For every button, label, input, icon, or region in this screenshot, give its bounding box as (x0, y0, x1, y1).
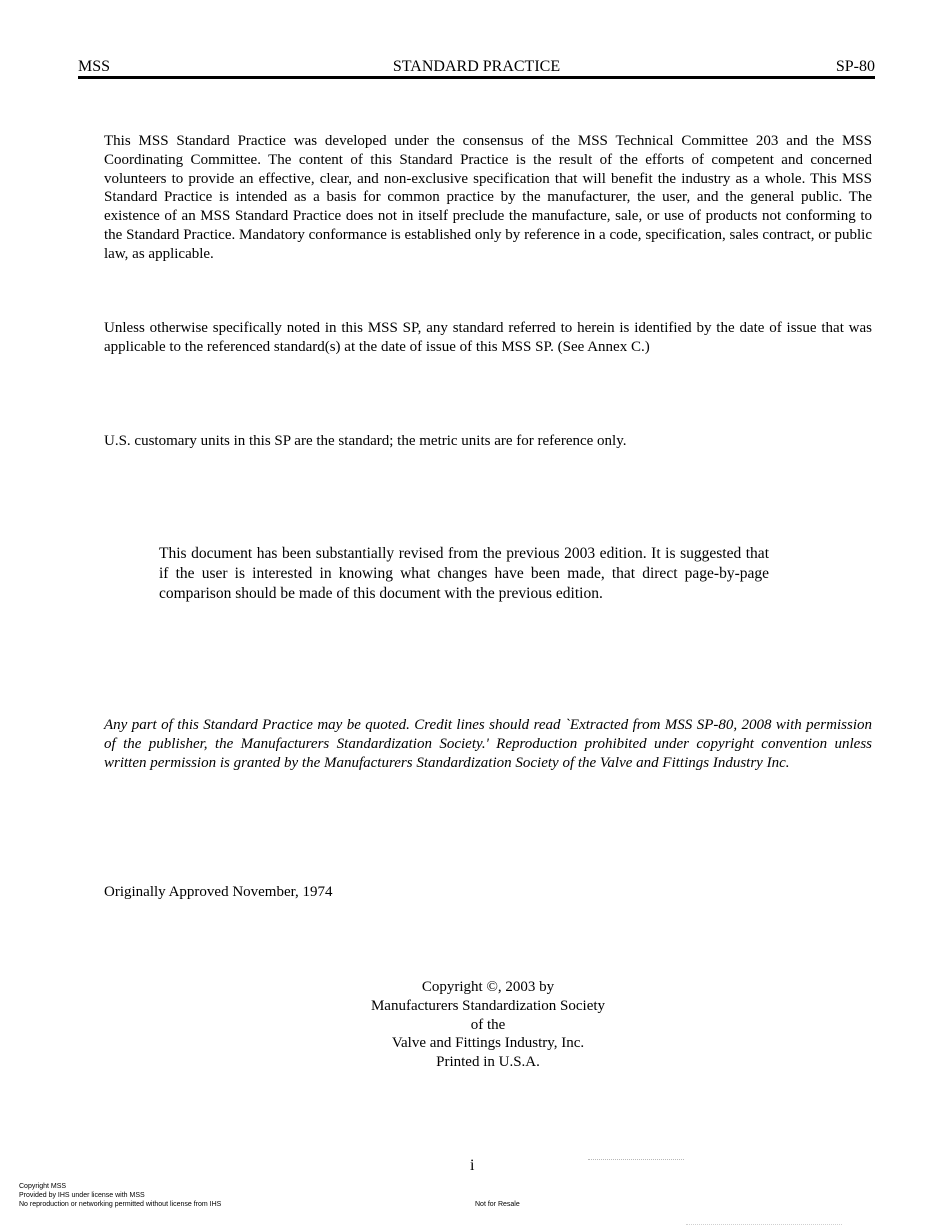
publisher-line: of the (470, 1016, 506, 1033)
ihs-line: Copyright MSS (19, 1183, 67, 1190)
revision-note: This document has been substantially revised from the previous 2003 edition. It is suggested that if the user is interested in knowing what changes have been made, that direct page-by-page comparison should be made of this document with the previous edition. (159, 545, 769, 602)
ihs-line: No reproduction or networking permitted without license from IHS (19, 1201, 222, 1208)
referenced-standards-paragraph: Unless otherwise specifically noted in this MSS SP, any standard referred to herein is identified by the date of issue that was applicable to the referenced standard(s) at the date of issue of this MSS SP. (See Annex C.) (104, 320, 872, 355)
consensus-paragraph: This MSS Standard Practice was developed under the consensus of the MSS Technical Committee 203 and the MSS Coordinating Committee. The content of this Standard Practice is the result of the efforts of competent and concerned volunteers to provide an effective, clear, and non-exclusive specification that will benefit the industry as a whole. This MSS Standard Practice is intended as a basis for common practice by the manufacturer, the user, and the general public. The existence of an MSS Standard Practice does not in itself preclude the manufacture, sale, or use of products not conforming to the Standard Practice. Mandatory conformance is established only by reference in a code, specification, sales contract, or public law, as applicable. (104, 133, 872, 262)
quote-permission-notice: Any part of this Standard Practice may be quoted. Credit lines should read `Extracted from MSS SP-80, 2008 with permission of the publisher, the Manufacturers Standardization Society.' Reproduction prohibited under copyright convention unless written permission is granted by the Manufacturers Standardization Society of the Valve and Fittings Industry Inc. (104, 717, 872, 771)
header-doc-id: SP-80 (835, 58, 875, 75)
header-rule (78, 76, 875, 79)
scan-artifact (588, 1159, 684, 1160)
printed-line: Printed in U.S.A. (436, 1054, 540, 1071)
publisher-line: Manufacturers Standardization Society (370, 997, 606, 1014)
header-org: MSS (78, 58, 111, 75)
page-number: i (470, 1157, 475, 1174)
copyright-line: Copyright ©, 2003 by (421, 979, 555, 995)
publisher-line: Valve and Fittings Industry, Inc. (391, 1035, 585, 1052)
copyright-block (280, 978, 696, 1072)
header-title: STANDARD PRACTICE (392, 58, 561, 75)
units-paragraph: U.S. customary units in this SP are the standard; the metric units are for reference only. (104, 433, 627, 449)
page-header (78, 56, 875, 78)
ihs-license-notice (19, 1182, 221, 1209)
scan-artifact (686, 1224, 842, 1225)
ihs-line: Provided by IHS under license with MSS (19, 1192, 145, 1199)
originally-approved: Originally Approved November, 1974 (104, 884, 333, 900)
not-for-resale: Not for Resale (475, 1201, 520, 1208)
